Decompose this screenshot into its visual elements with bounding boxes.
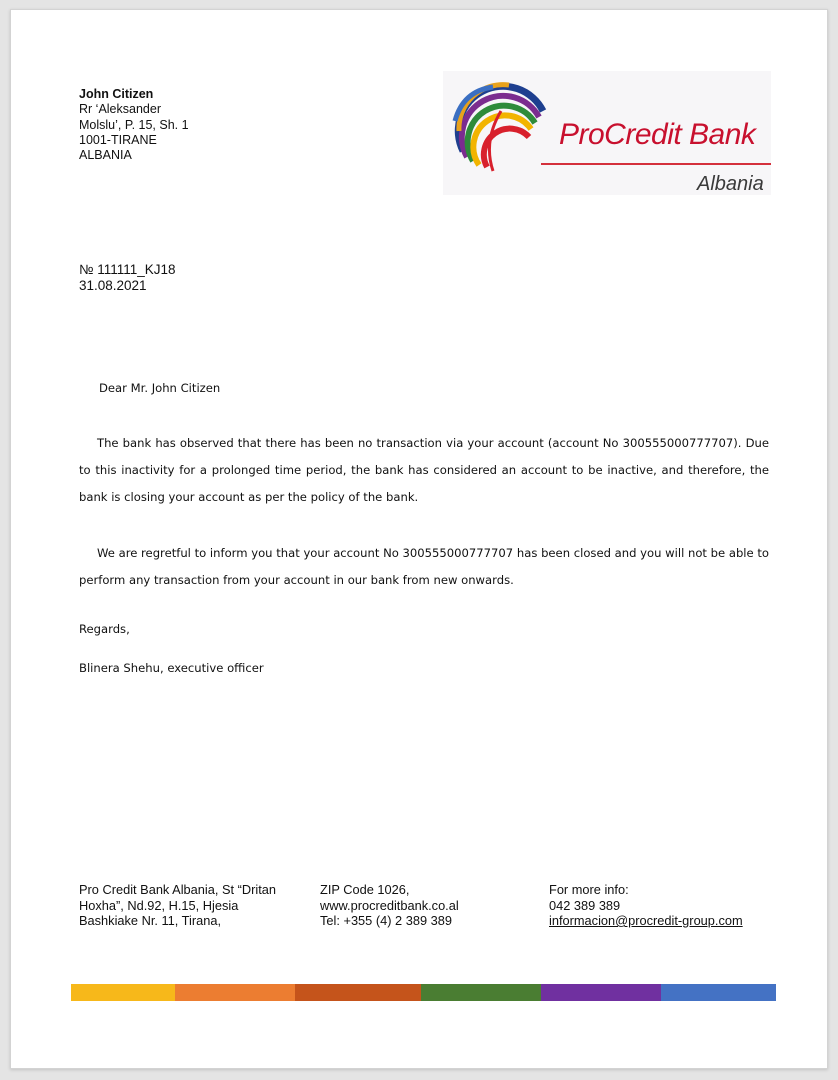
color-bar-segment bbox=[175, 984, 295, 1001]
body-paragraph: The bank has observed that there has been no transaction via your account (account No 300555000777707). Due to this inactivity for a prolonged time period, the bank has considered an account to be inactive, and therefore, the bank is closing your account as per the policy of the bank. bbox=[79, 436, 769, 504]
footer-address-line: Bashkiake Nr. 11, Tirana, bbox=[79, 913, 222, 928]
color-bar-segment bbox=[661, 984, 776, 1001]
sender-address-line: ALBANIA bbox=[79, 148, 132, 163]
footer-contact-line: Tel: +355 (4) 2 389 389 bbox=[320, 913, 452, 928]
color-bar-segment bbox=[541, 984, 661, 1001]
sender-name: John Citizen bbox=[79, 87, 154, 101]
footer-info-label: For more info: bbox=[549, 882, 629, 897]
signer: Blinera Shehu, executive officer bbox=[79, 661, 264, 675]
sender-address-line: Molslu’, P. 15, Sh. 1 bbox=[79, 117, 189, 132]
body-paragraph: We are regretful to inform you that your account No 300555000777707 has been closed and you will not be able to perform any transaction from your account in our bank from new onwards. bbox=[79, 546, 769, 587]
bank-country: Albania bbox=[697, 173, 764, 195]
footer-color-bar bbox=[71, 984, 776, 1001]
footer-address-line: Hoxha”, Nd.92, H.15, Hjesia bbox=[79, 897, 239, 913]
footer-email-link[interactable]: informacion@procredit-group.com bbox=[549, 913, 743, 928]
footer-address bbox=[79, 882, 309, 929]
letter-date: 31.08.2021 bbox=[79, 278, 147, 293]
closing: Regards, bbox=[79, 622, 130, 636]
footer-info-phone: 042 389 389 bbox=[549, 897, 621, 913]
color-bar-segment bbox=[295, 984, 421, 1001]
salutation: Dear Mr. John Citizen bbox=[99, 381, 221, 395]
footer-info bbox=[549, 882, 779, 929]
sender-address-line: 1001-TIRANE bbox=[79, 132, 157, 147]
procredit-bank-logo bbox=[443, 71, 771, 195]
logo-divider bbox=[541, 163, 771, 165]
bank-name: ProCredit Bank bbox=[559, 118, 756, 151]
color-bar-segment bbox=[71, 984, 175, 1001]
sender-address-block bbox=[79, 87, 189, 163]
footer-address-line: Pro Credit Bank Albania, St “Dritan bbox=[79, 882, 277, 897]
footer-contact-line[interactable]: www.procreditbank.co.al bbox=[320, 897, 459, 913]
footer-contact-line: ZIP Code 1026, bbox=[320, 882, 410, 897]
footer-contact bbox=[320, 882, 520, 929]
reference-block bbox=[79, 262, 176, 294]
sender-address-line: Rr ‘Aleksander bbox=[79, 102, 161, 117]
color-bar-segment bbox=[421, 984, 541, 1001]
letter-page bbox=[10, 9, 828, 1069]
reference-number: № 111111_KJ18 bbox=[79, 262, 176, 277]
globe-logo-icon bbox=[443, 71, 553, 181]
